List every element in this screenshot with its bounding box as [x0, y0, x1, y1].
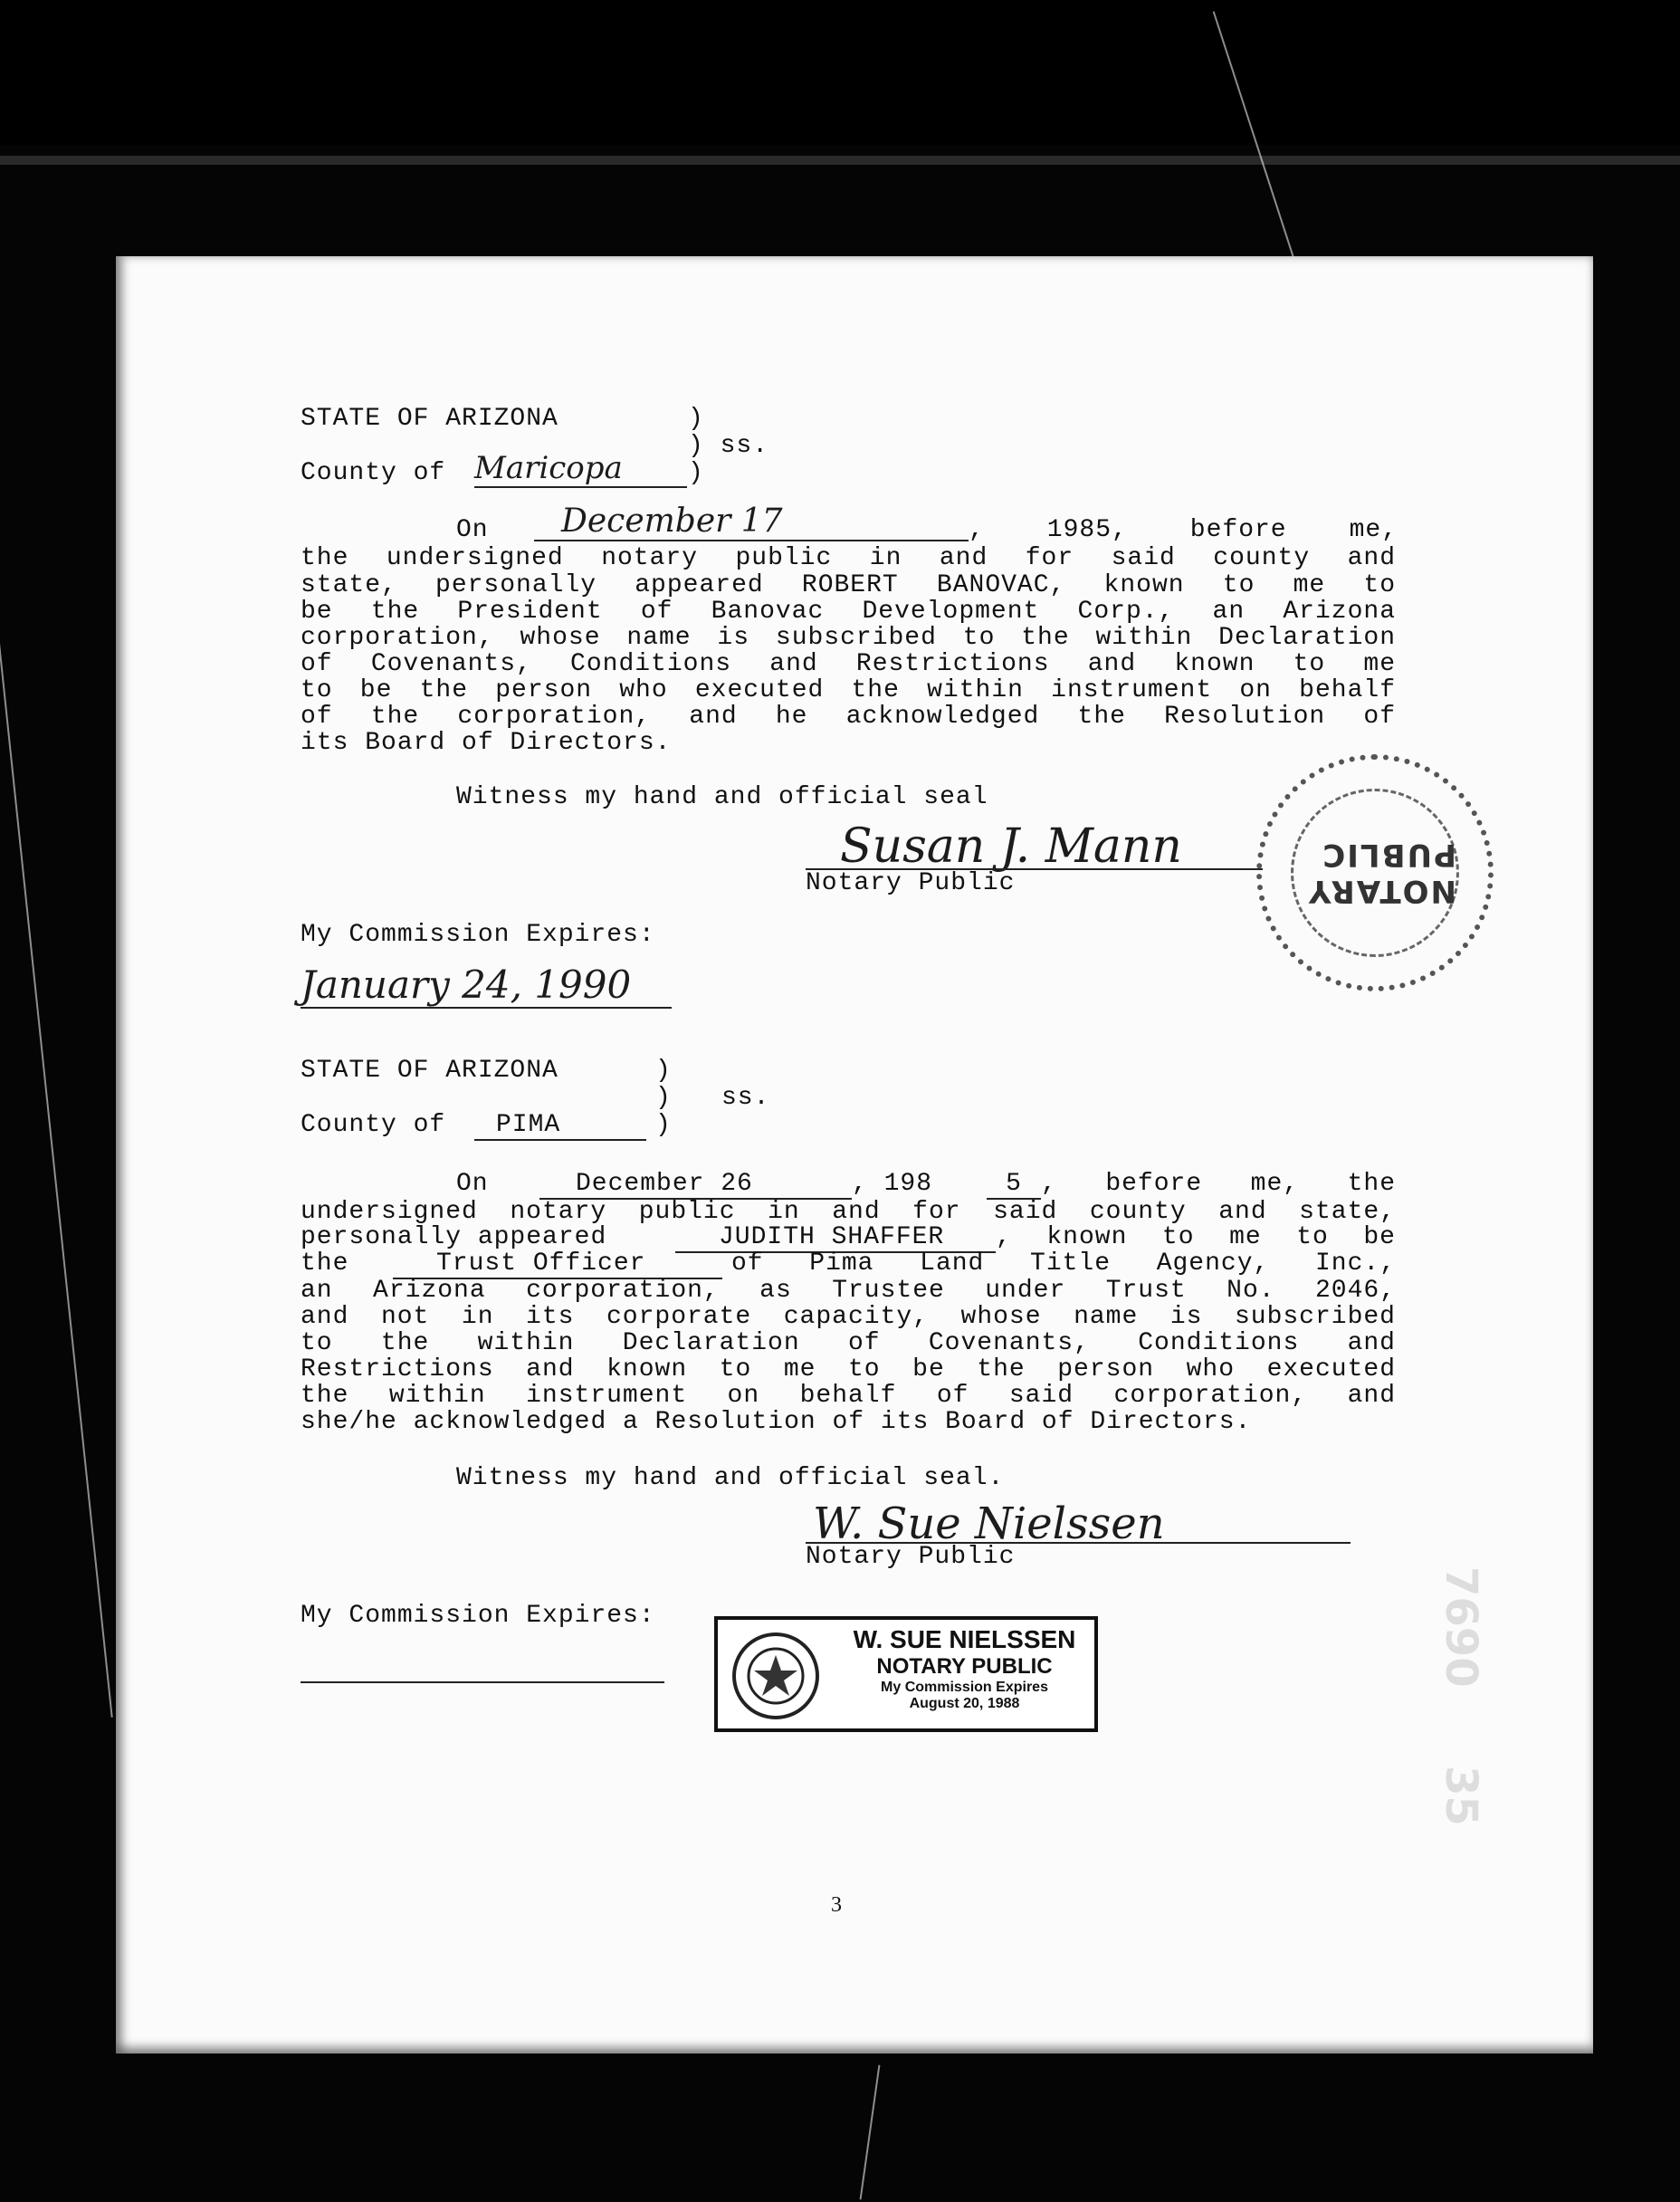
para2-line-9: she/he acknowledged a Resolution of its Board of Directors. [301, 1408, 1252, 1436]
date-value-2: December 26 [539, 1171, 852, 1200]
state-label-2: STATE OF ARIZONA [301, 1057, 558, 1085]
person-title: Trust Officer [393, 1250, 722, 1279]
person-name: JUDITH SHAFFER [675, 1224, 996, 1253]
paren-2a: ) [655, 1057, 672, 1085]
county-label-1: County of [301, 459, 446, 487]
scan-edge-line [0, 156, 1680, 165]
para2-line-7: Restrictions and known to me to be the person who executed [301, 1355, 1396, 1383]
commission-label-2: My Commission Expires: [301, 1602, 655, 1630]
para1-line-2: state, personally appeared ROBERT BANOVAC, known to me to [301, 571, 1396, 599]
state-label-1: STATE OF ARIZONA [301, 405, 558, 433]
para1-line-7: of the corporation, and he acknowledged the Resolution of [301, 703, 1396, 731]
notary-seal [1256, 754, 1494, 991]
commission-blank-line [301, 1681, 664, 1683]
notary-public-2: Notary Public [806, 1543, 1016, 1571]
stamp-expires: My Commission Expires [881, 1679, 1048, 1695]
date-value-1: December 17 [534, 503, 969, 541]
witness-1: Witness my hand and official seal [456, 783, 988, 811]
scan-scratch [0, 637, 113, 1718]
margin-number-1: 7690 [1436, 1566, 1486, 1688]
seal-star-icon [744, 1644, 807, 1708]
line2-suffix: , known to me to be [996, 1223, 1396, 1251]
line2-prefix: personally appeared [301, 1223, 607, 1251]
para1-line-6: to be the person who executed the within instrument on behalf [301, 676, 1396, 704]
paren-1a: ) [688, 405, 704, 433]
notary-seal-text: NOTARY PUBLIC [1291, 789, 1459, 957]
para1-line-3: be the President of Banovac Development Corp., an Arizona [301, 598, 1396, 626]
ss-label-2: ss. [721, 1084, 770, 1112]
paren-2b: ) [655, 1084, 672, 1112]
on-label-1: On [456, 516, 489, 544]
year-digit-2: 5 [987, 1171, 1041, 1200]
year-prefix-2: , 198 [852, 1170, 933, 1198]
para1-line-5: of Covenants, Conditions and Restrictions and known to me [301, 650, 1396, 678]
document-page [116, 256, 1593, 2054]
ss-label-1: ) ss. [688, 432, 769, 460]
para2-line-5: and not in its corporate capacity, whose name is subscribed [301, 1303, 1396, 1331]
county-value-2: PIMA [474, 1112, 646, 1141]
para2-line-8: the within instrument on behalf of said corporation, and [301, 1382, 1396, 1410]
witness-2: Witness my hand and official seal. [456, 1464, 1005, 1492]
para1-line-8: its Board of Directors. [301, 729, 672, 757]
signature-2: W. Sue Nielssen [813, 1498, 1165, 1549]
year-suffix-2: , before me, the [1041, 1170, 1396, 1198]
signature-1: Susan J. Mann [840, 819, 1182, 874]
paren-2c: ) [655, 1111, 672, 1139]
para2-line-1: undersigned notary public in and for said county and state, [301, 1198, 1396, 1226]
scan-scratch [860, 2065, 881, 2200]
margin-number-2: 35 [1436, 1766, 1486, 1826]
commission-label-1: My Commission Expires: [301, 921, 655, 949]
scan-top-border [0, 0, 1680, 145]
commission-value-1: January 24, 1990 [301, 962, 672, 1009]
line3-suffix: of Pima Land Title Agency, Inc., [731, 1249, 1396, 1278]
stamp-date: August 20, 1988 [909, 1696, 1020, 1712]
para2-line-4: an Arizona corporation, as Trustee under Trust No. 2046, [301, 1277, 1396, 1305]
county-label-2: County of [301, 1111, 446, 1139]
line3-prefix: the [301, 1249, 349, 1278]
state-seal-emblem [732, 1632, 819, 1719]
stamp-name: W. SUE NIELSSEN [853, 1625, 1076, 1653]
para2-line-6: to the within Declaration of Covenants, Conditions and [301, 1329, 1396, 1357]
county-value-1: Maricopa [474, 450, 687, 488]
para1-line-4: corporation, whose name is subscribed to the within Declaration [301, 624, 1396, 652]
page-number: 3 [831, 1893, 842, 1917]
year-text-1: , 1985, before me, [969, 516, 1398, 544]
paren-1b: ) [688, 459, 704, 487]
notary-stamp [714, 1616, 1098, 1732]
stamp-title: NOTARY PUBLIC [876, 1654, 1053, 1680]
on-label-2: On [456, 1170, 489, 1198]
para1-line-1: the undersigned notary public in and for said county and [301, 544, 1396, 572]
notary-public-1: Notary Public [806, 869, 1016, 897]
